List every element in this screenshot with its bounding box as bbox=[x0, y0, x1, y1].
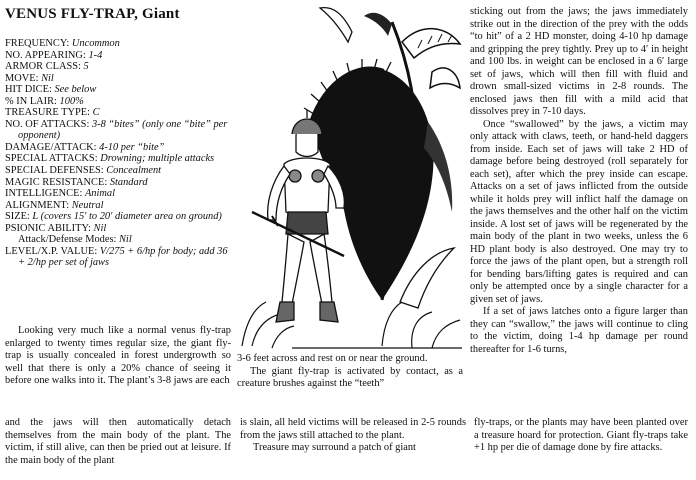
stat-in-lair: % IN LAIR: 100% bbox=[5, 95, 84, 107]
body-column-3 bbox=[470, 6, 688, 356]
body-column-2 bbox=[237, 353, 463, 391]
stat-armor-class: ARMOR CLASS: 5 bbox=[5, 61, 89, 73]
bottom-column-3 bbox=[474, 417, 688, 455]
monster-title: VENUS FLY-TRAP, Giant bbox=[5, 6, 180, 22]
body-paragraph: fly-traps, or the plants may have been planted over a treasure hoard for protection. Giant fly-traps take +1 hp per die of damage done by fire attacks. bbox=[474, 417, 688, 453]
stat-attack-defense-modes: Attack/Defense Modes: Nil bbox=[18, 234, 132, 246]
stat-special-defenses: SPECIAL DEFENSES: Concealment bbox=[5, 165, 162, 177]
flytrap-warrior-illustration bbox=[232, 2, 468, 350]
stat-number-appearing: NO. APPEARING: 1-4 bbox=[5, 49, 103, 61]
body-paragraph: sticking out from the jaws; the jaws immediately strike out in the direction of the prey with the odds “to hit” of a 2 HD monster, doing 4-10 hp damage and gripping the prey tightly. Prey up to 4′ in height and 100 lbs. in weight can be enclosed in a 6′ large set of jaws, which will then fill with fluid and drown small-sized victims in 2-8 rounds. The enclosed jaws then fill with a mild acid that dissolves prey in 7-10 days. bbox=[470, 6, 688, 117]
body-paragraph: Looking very much like a normal venus fly-trap enlarged to twenty times regular size, the giant fly-trap is usually concealed in forest undergrowth so well that there is only a 20% chance of seeing it before one walks into it. The plant’s 3-8 jaws are each bbox=[5, 325, 231, 386]
bottom-column-1 bbox=[5, 417, 231, 467]
stat-psionic-ability: PSIONIC ABILITY: Nil bbox=[5, 222, 107, 234]
stat-move: MOVE: Nil bbox=[5, 72, 54, 84]
stat-block bbox=[5, 38, 233, 269]
stat-alignment: ALIGNMENT: Neutral bbox=[5, 199, 104, 211]
body-column-1 bbox=[5, 325, 231, 388]
stat-damage: DAMAGE/ATTACK: 4-10 per “bite” bbox=[5, 141, 165, 153]
body-paragraph: Once “swallowed” by the jaws, a victim may only attack with claws, teeth, or hand-held daggers from inside. Each set of jaws will take 2 HD of damage before being destroyed (roll separately for each set), after which the prey inside can escape. Attacks on a set of jaws inflicted from the outside while it holds prey will inflict half the damage on the jaws themselves and the other half on the victim inside. A lost set of jaws will be regenerated by the main body of the plant in two weeks, unless the 6 HD plant body is also destroyed. One may try to force the jaws of the plant open, but a strength roll for bending bars/lifting gates is required and can only be attempted once by a single character for a given set of jaws. bbox=[470, 118, 688, 305]
body-paragraph: 3-6 feet across and rest on or near the ground. bbox=[237, 353, 428, 364]
body-paragraph: is slain, all held victims will be released in 2-5 rounds from the jaws still attached to the plant. bbox=[240, 417, 466, 441]
body-paragraph: The giant fly-trap is activated by contact, as a creature brushes against the “teeth” bbox=[237, 365, 463, 389]
stat-treasure-type: TREASURE TYPE: C bbox=[5, 107, 100, 119]
body-paragraph: Treasure may surround a patch of giant bbox=[253, 442, 416, 453]
stat-frequency: FREQUENCY: Uncommon bbox=[5, 38, 120, 49]
body-paragraph: If a set of jaws latches onto a figure larger than they can “swallow,” the jaws will continue to cling to the victim, doing 1-4 hp damage per round thereafter for 1-6 turns, bbox=[470, 306, 688, 355]
stat-hit-dice: HIT DICE: See below bbox=[5, 84, 97, 96]
stat-attacks: NO. OF ATTACKS: 3-8 “bites” (only one “bite” per opponent) bbox=[5, 118, 228, 142]
stat-intelligence: INTELLIGENCE: Animal bbox=[5, 188, 115, 200]
stat-special-attacks: SPECIAL ATTACKS: Drowning; multiple attacks bbox=[5, 153, 215, 165]
stat-magic-resistance: MAGIC RESISTANCE: Standard bbox=[5, 176, 148, 188]
bottom-column-2 bbox=[240, 417, 466, 455]
body-paragraph: and the jaws will then automatically detach themselves from the main body of the plant. The victim, if still alive, can then be pried out at leisure. If the main body of the plant bbox=[5, 417, 231, 466]
stat-size: SIZE: L (covers 15′ to 20′ diameter area on ground) bbox=[5, 211, 222, 223]
stat-level-xp: LEVEL/X.P. VALUE: V/275 + 6/hp for body; add 36 + 2/hp per set of jaws bbox=[5, 245, 228, 269]
